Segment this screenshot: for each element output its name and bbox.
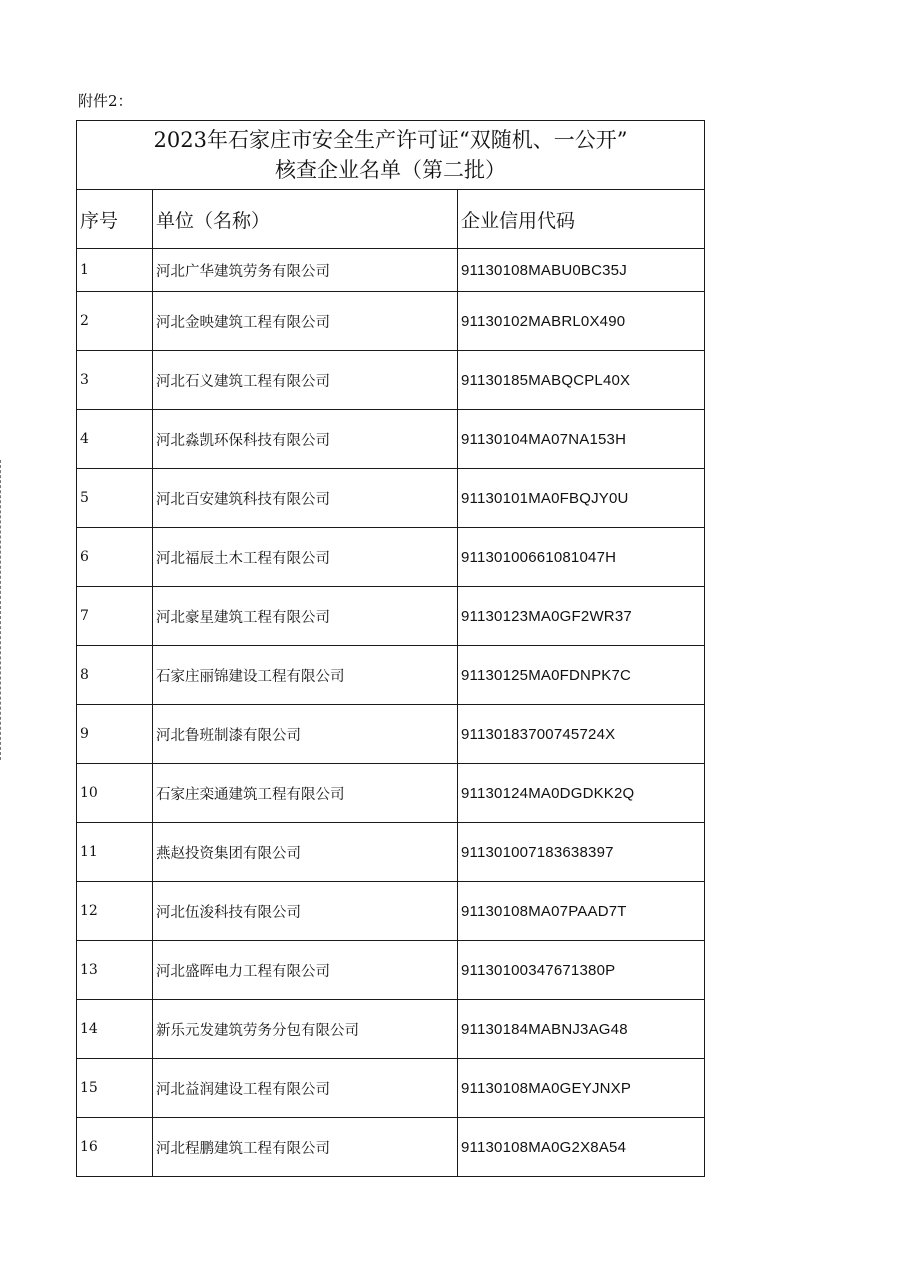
credit-code: 91130100661081047H bbox=[458, 528, 705, 587]
row-number: 3 bbox=[77, 351, 153, 410]
company-name: 新乐元发建筑劳务分包有限公司 bbox=[153, 1000, 458, 1059]
credit-code: 91130183700745724X bbox=[458, 705, 705, 764]
table-title-line-1: 2023年石家庄市安全生产许可证“双随机、一公开” bbox=[153, 128, 628, 152]
company-name: 河北金映建筑工程有限公司 bbox=[153, 292, 458, 351]
column-header-code: 企业信用代码 bbox=[458, 190, 705, 249]
row-number: 13 bbox=[77, 941, 153, 1000]
column-header-row bbox=[77, 190, 705, 249]
table-row bbox=[77, 469, 705, 528]
company-name: 河北盛晖电力工程有限公司 bbox=[153, 941, 458, 1000]
company-name: 石家庄丽锦建设工程有限公司 bbox=[153, 646, 458, 705]
table-row bbox=[77, 351, 705, 410]
credit-code: 91130123MA0GF2WR37 bbox=[458, 587, 705, 646]
credit-code: 91130108MABU0BC35J bbox=[458, 249, 705, 292]
column-header-name: 单位（名称） bbox=[153, 190, 458, 249]
table-row bbox=[77, 646, 705, 705]
credit-code: 911301007183638397 bbox=[458, 823, 705, 882]
company-name: 河北鲁班制漆有限公司 bbox=[153, 705, 458, 764]
company-name: 河北程鹏建筑工程有限公司 bbox=[153, 1118, 458, 1177]
company-name: 石家庄栾通建筑工程有限公司 bbox=[153, 764, 458, 823]
row-number: 9 bbox=[77, 705, 153, 764]
table-title bbox=[77, 121, 705, 190]
company-name: 河北伍浚科技有限公司 bbox=[153, 882, 458, 941]
table-row bbox=[77, 528, 705, 587]
credit-code: 91130124MA0DGDKK2Q bbox=[458, 764, 705, 823]
company-name: 河北石义建筑工程有限公司 bbox=[153, 351, 458, 410]
company-name: 河北广华建筑劳务有限公司 bbox=[153, 249, 458, 292]
table-row bbox=[77, 764, 705, 823]
row-number: 6 bbox=[77, 528, 153, 587]
credit-code: 91130100347671380P bbox=[458, 941, 705, 1000]
attachment-label: 附件2： bbox=[78, 92, 133, 110]
table-row bbox=[77, 941, 705, 1000]
row-number: 4 bbox=[77, 410, 153, 469]
company-name: 燕赵投资集团有限公司 bbox=[153, 823, 458, 882]
scan-edge-mark bbox=[0, 460, 4, 760]
column-header-no: 序号 bbox=[77, 190, 153, 249]
row-number: 11 bbox=[77, 823, 153, 882]
table-row bbox=[77, 705, 705, 764]
company-name: 河北百安建筑科技有限公司 bbox=[153, 469, 458, 528]
company-name: 河北福辰土木工程有限公司 bbox=[153, 528, 458, 587]
table-body bbox=[77, 249, 705, 1177]
row-number: 1 bbox=[77, 249, 153, 292]
table-row bbox=[77, 882, 705, 941]
credit-code: 91130108MA0GEYJNXP bbox=[458, 1059, 705, 1118]
table-row bbox=[77, 249, 705, 292]
credit-code: 91130184MABNJ3AG48 bbox=[458, 1000, 705, 1059]
row-number: 7 bbox=[77, 587, 153, 646]
table-title-line-2: 核查企业名单（第二批） bbox=[275, 158, 507, 182]
table-row bbox=[77, 410, 705, 469]
table-row bbox=[77, 823, 705, 882]
row-number: 10 bbox=[77, 764, 153, 823]
credit-code: 91130108MA0G2X8A54 bbox=[458, 1118, 705, 1177]
credit-code: 91130185MABQCPL40X bbox=[458, 351, 705, 410]
row-number: 8 bbox=[77, 646, 153, 705]
enterprise-list-table bbox=[76, 120, 705, 1177]
row-number: 14 bbox=[77, 1000, 153, 1059]
company-name: 河北淼凯环保科技有限公司 bbox=[153, 410, 458, 469]
company-name: 河北益润建设工程有限公司 bbox=[153, 1059, 458, 1118]
company-name: 河北豪星建筑工程有限公司 bbox=[153, 587, 458, 646]
row-number: 15 bbox=[77, 1059, 153, 1118]
title-row bbox=[77, 121, 705, 190]
row-number: 16 bbox=[77, 1118, 153, 1177]
row-number: 5 bbox=[77, 469, 153, 528]
table-row bbox=[77, 1000, 705, 1059]
credit-code: 91130108MA07PAAD7T bbox=[458, 882, 705, 941]
table-row bbox=[77, 587, 705, 646]
credit-code: 91130101MA0FBQJY0U bbox=[458, 469, 705, 528]
row-number: 2 bbox=[77, 292, 153, 351]
row-number: 12 bbox=[77, 882, 153, 941]
credit-code: 91130125MA0FDNPK7C bbox=[458, 646, 705, 705]
table-row bbox=[77, 1059, 705, 1118]
credit-code: 91130102MABRL0X490 bbox=[458, 292, 705, 351]
table-row bbox=[77, 292, 705, 351]
table-row bbox=[77, 1118, 705, 1177]
credit-code: 91130104MA07NA153H bbox=[458, 410, 705, 469]
